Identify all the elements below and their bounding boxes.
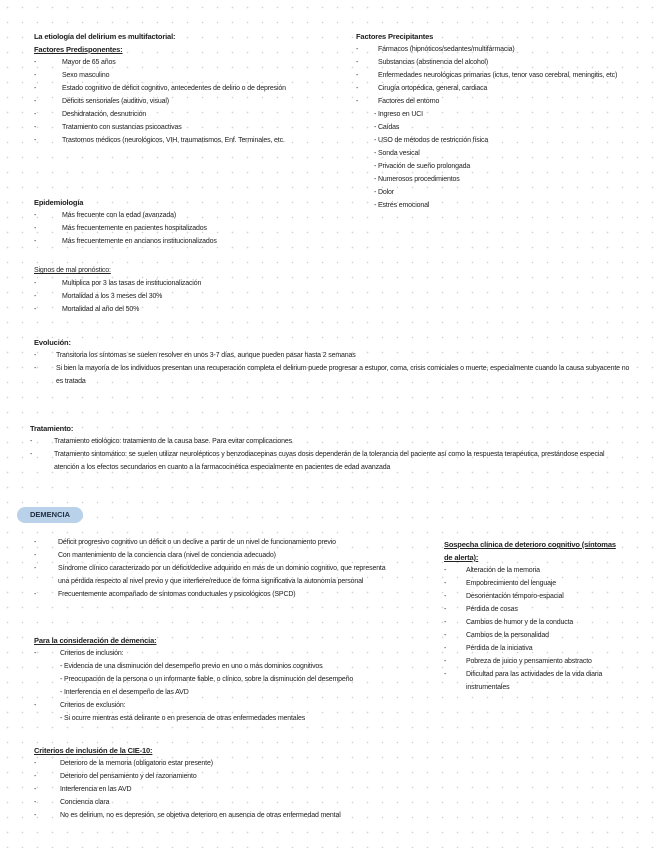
list-item: - USO de métodos de restricción física (374, 137, 489, 144)
list-item: - Trastornos médicos (neurológicos, VIH, traumatismos, Enf. Terminales, etc. (34, 137, 285, 144)
list-item: - Sonda vesical (374, 150, 420, 157)
evolucion-title: Evolución: (34, 338, 71, 347)
list-item: - Déficits sensoriales (auditivo, visual) (34, 98, 169, 105)
list-item: - Ingreso en UCI (374, 111, 423, 118)
list-item: - Si bien la mayoría de los individuos presentan una recuperación completa el delirium puede progresar a estupor, coma, crisis comiciales o muerte, especialmente cuando la causa subyacente no es tratada (34, 365, 630, 385)
list-item: - Substancias (abstinencia del alcohol) (356, 59, 489, 66)
list-item: - Cambios de humor y de la conducta (444, 619, 574, 626)
consideracion-section (34, 634, 414, 725)
list-item: - Cambios de la personalidad (444, 632, 549, 639)
list-item: - Deterioro de la memoria (obligatorio estar presente) (34, 760, 213, 767)
consideracion-title: Para la consideración de demencia: (34, 636, 157, 645)
list-item: - Mortalidad al año del 50% (34, 306, 140, 313)
list-item: - Interferencia en el desempeño de las AVD (60, 689, 189, 696)
tratamiento-section (30, 422, 630, 474)
predisponentes-title: Factores Predisponentes: (34, 45, 123, 54)
cie-section (34, 744, 414, 822)
etiologia-title: La etiología del delirium es multifactorial: (34, 32, 176, 41)
list-item: - Deshidratación, desnutrición (34, 111, 147, 118)
list-item: - Estrés emocional (374, 202, 430, 209)
list-item: - Cirugía ortopédica, general, cardiaca (356, 85, 488, 92)
list-item: - Criterios de exclusión: (34, 702, 126, 709)
list-item: - Transitoria los síntomas se suelen resolver en unos 3-7 días, aunque pueden pasar hasta 2 semanas (34, 352, 356, 359)
pronostico-section (34, 264, 334, 316)
sospecha-title: Sospecha clínica de deterioro cognitivo (síntomas de alerta): (444, 540, 616, 562)
list-item: - Numerosos procedimientos (374, 176, 460, 183)
demencia-section (34, 536, 390, 601)
list-item: - Síndrome clínico caracterizado por un déficit/declive adquirido en más de un dominio cognitivo, que representa una pérdida respecto al nivel previo y que interfiere/reduce de forma significativa la autonomía personal (34, 565, 386, 585)
cie-title: Criterios de inclusión de la CIE-10: (34, 746, 153, 755)
precipitantes-title: Factores Precipitantes (356, 32, 434, 41)
pronostico-title: Signos de mal pronóstico: (34, 267, 111, 274)
list-item: - Dolor (374, 189, 394, 196)
list-item: - Pobreza de juicio y pensamiento abstracto (444, 658, 592, 665)
epidemiologia-title: Epidemiología (34, 198, 84, 207)
list-item: - Factores del entorno (356, 98, 440, 105)
list-item: - Deterioro del pensamiento y del razonamiento (34, 773, 197, 780)
epidemiologia-section (34, 196, 334, 248)
list-item: - Tratamiento con sustancias psicoactivas (34, 124, 182, 131)
list-item: - Empobrecimiento del lenguaje (444, 580, 556, 587)
precipitantes-section (356, 30, 632, 212)
list-item: - Caídas (374, 124, 400, 131)
list-item: - Sexo masculino (34, 72, 110, 79)
list-item: - Pérdida de la iniciativa (444, 645, 533, 652)
etiologia-section (34, 30, 334, 147)
sospecha-section (444, 538, 624, 694)
list-item: - Preocupación de la persona o un informante fiable, o clínico, sobre la disminución del desempeño (60, 676, 354, 683)
list-item: - Mayor de 65 años (34, 59, 116, 66)
list-item: - Más frecuentemente en pacientes hospitalizados (34, 225, 207, 232)
list-item: - Estado cognitivo de déficit cognitivo, antecedentes de delirio o de depresión (34, 85, 286, 92)
list-item: - Evidencia de una disminución del desempeño previo en uno o más dominios cognitivos (60, 663, 323, 670)
list-item: - No es delirium, no es depresión, se objetiva deterioro en ausencia de otras enfermedad mental (34, 812, 341, 819)
list-item: - Tratamiento sintomático: se suelen utilizar neurolépticos y benzodiacepinas cuyas dosis dependerán de la tolerancia del paciente así como la respuesta terapéutica, prestándose especial atención a los efectos secundarios en cuanto a la farmacocinética especialmente en pacientes de edad avanzada (30, 451, 605, 471)
list-item: - Privación de sueño prolongada (374, 163, 471, 170)
list-item: - Si ocurre mientras está delirante o en presencia de otras enfermedades mentales (60, 715, 306, 722)
list-item: - Déficit progresivo cognitivo un déficit o un declive a partir de un nivel de funcionamiento previo (34, 539, 336, 546)
evolucion-section (34, 336, 630, 388)
list-item: - Tratamiento etiológico: tratamiento de la causa base. Para evitar complicaciones (30, 438, 292, 445)
demencia-badge: DEMENCIA (17, 507, 83, 523)
list-item: - Conciencia clara (34, 799, 110, 806)
list-item: - Dificultad para las actividades de la vida diaria instrumentales (444, 671, 603, 691)
list-item: - Alteración de la memoria (444, 567, 540, 574)
list-item: - Frecuentemente acompañado de síntomas conductuales y psicológicos (SPCD) (34, 591, 296, 598)
list-item: - Interferencia en las AVD (34, 786, 132, 793)
list-item: - Pérdida de cosas (444, 606, 518, 613)
tratamiento-title: Tratamiento: (30, 424, 74, 433)
list-item: - Fármacos (hipnóticos/sedantes/multifármacia) (356, 46, 515, 53)
list-item: - Multiplica por 3 las tasas de institucionalización (34, 280, 202, 287)
list-item: - Con mantenimiento de la conciencia clara (nivel de conciencia adecuado) (34, 552, 276, 559)
list-item: - Criterios de inclusión: (34, 650, 124, 657)
list-item: - Más frecuentemente en ancianos institucionalizados (34, 238, 217, 245)
list-item: - Más frecuente con la edad (avanzada) (34, 212, 177, 219)
list-item: - Enfermedades neurológicas primarias (ictus, tenor vaso cerebral, meningitis, etc) (356, 72, 618, 79)
list-item: - Desorientación témporo-espacial (444, 593, 564, 600)
list-item: - Mortalidad a los 3 meses del 30% (34, 293, 163, 300)
